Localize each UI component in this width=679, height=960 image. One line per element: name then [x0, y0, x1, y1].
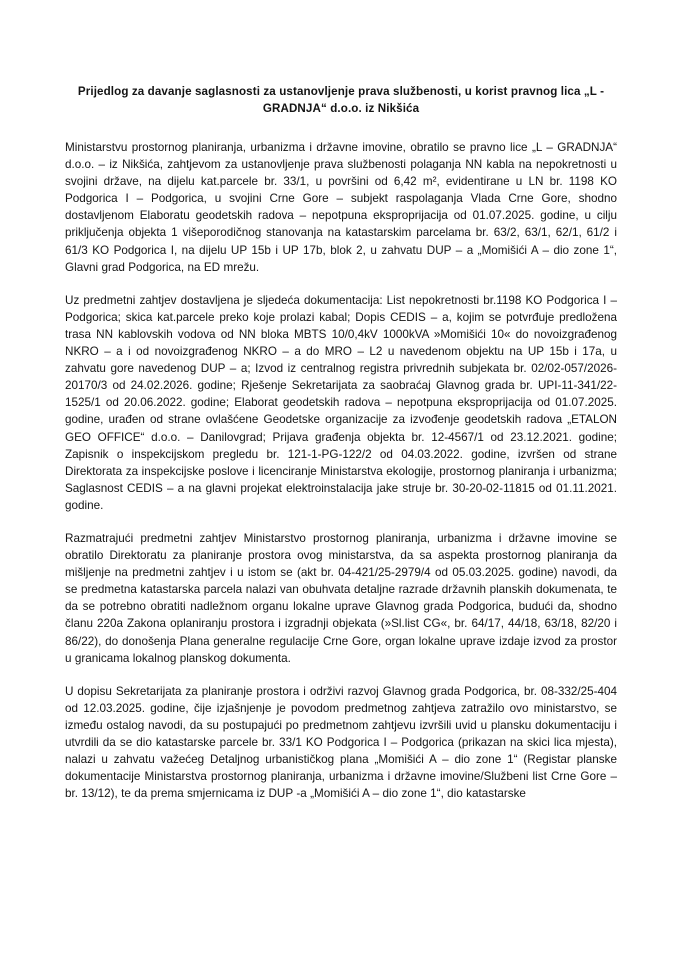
paragraph-2: Uz predmetni zahtjev dostavljena je sljedeća dokumentacija: List nepokretnosti br.1198 KO Podgorica I – Podgorica; skica kat.parcele preko koje prolazi kabal; Dopis CEDIS – a, kojim se potvrđuje predložena trasa NN kablovskih vodova od NN bloka MBTS 10/0,4kV 1000kVA »Momišići 10« do novoizgrađenog NKRO – a i od novoizgrađenog NKRO – a do MRO – L2 u navedenom objektu na UP 15b i 17a, u zahvatu gore navedenog DUP – a; Izvod iz centralnog registra privrednih subjekata br. 02/02-057/2026-20170/3 od 24.02.2026. godine; Rješenje Sekretarijata za saobraćaj Glavnog grada br. UPI-11-341/22-1525/1 od 20.06.2022. godine; Elaborat geodetskih radova – nepotpuna eksproprijacija od 01.07.2025. godine, urađen od strane ovlašćene Geodetske organizacije za izvođenje geodetskih radova „ETALON GEO OFFICE“ d.o.o. – Danilovgrad; Prijava građenja objekta br. 12-4567/1 od 23.12.2021. godine; Zapisnik o inspekcijskom pregledu br. 121-1-PG-122/2 od 04.03.2022. godine, izvršen od strane Direktorata za inspekcijske poslove i licenciranje Ministarstva ekologije, prostornog planiranja i urbanizma; Saglasnost CEDIS – a na glavni projekat elektroinstalacija jake struje br. 30-20-02-11815 od 01.11.2021. godine.	[65, 293, 617, 512]
paragraph-4: U dopisu Sekretarijata za planiranje prostora i održivi razvoj Glavnog grada Podgorica, br. 08-332/25-404 od 12.03.2025. godine, čije izjašnjenje je povodom predmetnog zahtjeva zatražilo ovo ministarstvo, se između ostalog navodi, da su postupajući po predmetnom zahtjevu izvršili uvid u plansku dokumentaciju i utvrdili da se dio katastarske parcele br. 33/1 KO Podgorica I – Podgorica (prikazan na skici lica mjesta), nalazi u zahvatu važećeg Detaljnog urbanističkog plana „Momišići A – dio zone 1“ (Registar planske dokumentacije Ministarstva prostornog planiranja, urbanizma i državne imovine/Službeni list Crne Gore – br. 13/12), te da prema smjernicama iz DUP -a „Momišići A – dio zone 1“, dio katastarske	[65, 684, 617, 801]
paragraph-3: Razmatrajući predmetni zahtjev Ministarstvo prostornog planiranja, urbanizma i državne imovine se obratilo Direktoratu za planiranje prostora ovog ministarstva, da sa aspekta prostornog planiranja da mišljenje na predmetni zahtjev i u istom se (akt br. 04-421/25-2979/4 od 05.03.2025. godine) navodi, da se predmetna katastarska parcela nalazi van obuhvata detaljne razrade državnih planskih dokumenata, te da se potrebno obratiti nadležnom organu lokalne uprave Glavnog grada Podgorica, budući da, shodno članu 220a Zakona oplaniranju prostora i izgradnji objekata (»Sl.list CG«, br. 64/17, 44/18, 63/18, 82/20 i 86/22), do donošenja Plana generalne regulacije Crne Gore, organ lokalne uprave izdaje izvod za prostor u granicama lokalnog planskog dokumenta.	[65, 531, 617, 665]
paragraph-1: Ministarstvu prostornog planiranja, urbanizma i državne imovine, obratilo se pravno lice „L – GRADNJA“ d.o.o. – iz Nikšića, zahtjevom za ustanovljenje prava službenosti polaganja NN kabla na nepokretnosti u svojini države, na dijelu kat.parcele br. 33/1, u površini od 6,42 m², evidentirane u LN br. 1198 KO Podgorica I – Podgorica, u svojini Crne Gore – subjekt raspolaganja Vlada Crne Gore, shodno dostavljenom Elaboratu geodetskih radova – nepotpuna eksproprijacija od 01.07.2025. godine, u cilju priključenja objekta 1 višeporodičnog stanovanja na katastarskim parcelama br. 63/2, 63/1, 62/1, 61/2 i 61/3 KO Podgorica I, na dijelu UP 15b i UP 17b, blok 2, u zahvatu DUP – a „Momišići A – dio zone 1“, Glavni grad Podgorica, na ED mrežu.	[65, 141, 617, 274]
page-title: Prijedlog za davanje saglasnosti za ustanovljenje prava službenosti, u korist pravnog lica „L - GRADNJA“ d.o.o. iz Nikšića	[77, 85, 605, 115]
